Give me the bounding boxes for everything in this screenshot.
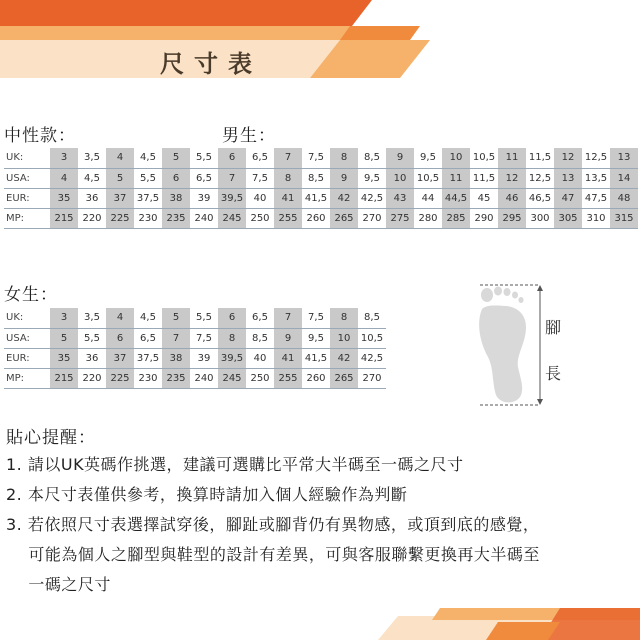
foot-label-top: 腳: [545, 318, 562, 337]
men-cell: 225: [106, 208, 134, 228]
men-cell: 8,5: [302, 168, 330, 188]
men-cell: 9: [386, 148, 414, 168]
men-cell: 48: [610, 188, 638, 208]
women-cell: 5,5: [190, 308, 218, 328]
women-row-mp: [4, 368, 386, 388]
women-cell: 8,5: [358, 308, 386, 328]
men-cell: 10: [442, 148, 470, 168]
men-cell: 12: [554, 148, 582, 168]
men-cell: 4,5: [134, 148, 162, 168]
men-cell: 46,5: [526, 188, 554, 208]
women-cell: 8: [330, 308, 358, 328]
men-cell: 255: [274, 208, 302, 228]
men-cell: 295: [498, 208, 526, 228]
women-cell: 5,5: [78, 328, 106, 348]
men-cell: 240: [190, 208, 218, 228]
men-cell: 6: [162, 168, 190, 188]
women-cell: 7,5: [302, 308, 330, 328]
men-cell: 10,5: [470, 148, 498, 168]
note-2: 2. 本尺寸表僅供參考，換算時請加入個人經驗作為判斷: [6, 485, 408, 504]
women-row-label: USA:: [4, 328, 50, 348]
women-row-label: EUR:: [4, 348, 50, 368]
men-cell: 37: [106, 188, 134, 208]
men-cell: 6,5: [246, 148, 274, 168]
men-cell: 10,5: [414, 168, 442, 188]
men-cell: 300: [526, 208, 554, 228]
men-cell: 37,5: [134, 188, 162, 208]
men-cell: 44,5: [442, 188, 470, 208]
men-cell: 275: [386, 208, 414, 228]
women-cell: 40: [246, 348, 274, 368]
men-cell: 7,5: [302, 148, 330, 168]
note-1: 1. 請以UK英碼作挑選，建議可選購比平常大半碼至一碼之尺寸: [6, 455, 464, 474]
men-cell: 42,5: [358, 188, 386, 208]
women-cell: 6: [106, 328, 134, 348]
men-cell: 280: [414, 208, 442, 228]
women-cell: 39,5: [218, 348, 246, 368]
header-banner: [0, 0, 640, 80]
men-row-mp: [4, 208, 638, 228]
women-cell: 5: [50, 328, 78, 348]
women-cell: 215: [50, 368, 78, 388]
men-cell: 5,5: [190, 148, 218, 168]
women-cell: 6: [218, 308, 246, 328]
men-row-label: USA:: [4, 168, 50, 188]
men-label: 男生：: [222, 126, 276, 146]
women-cell: 38: [162, 348, 190, 368]
women-label: 女生：: [4, 285, 58, 305]
men-cell: 290: [470, 208, 498, 228]
women-row-usa: [4, 328, 386, 348]
men-cell: 7: [218, 168, 246, 188]
men-cell: 5,5: [134, 168, 162, 188]
women-cell: 8,5: [246, 328, 274, 348]
men-cell: 40: [246, 188, 274, 208]
men-cell: 44: [414, 188, 442, 208]
women-size-table: [4, 308, 386, 389]
men-cell: 42: [330, 188, 358, 208]
women-row-uk: [4, 308, 386, 328]
women-cell: 6,5: [134, 328, 162, 348]
page-title: 尺寸表: [160, 50, 262, 78]
men-cell: 215: [50, 208, 78, 228]
men-row-uk: [4, 148, 638, 168]
note-3-cont-1: 可能為個人之腳型與鞋型的設計有差異，可與客服聯繫更換再大半碼至: [6, 545, 540, 564]
women-cell: 9: [274, 328, 302, 348]
women-cell: 235: [162, 368, 190, 388]
men-row-label: EUR:: [4, 188, 50, 208]
note-3: 3. 若依照尺寸表選擇試穿後，腳趾或腳背仍有異物感，或頂到底的感覺，: [6, 515, 540, 534]
men-cell: 12: [498, 168, 526, 188]
men-cell: 4: [50, 168, 78, 188]
men-cell: 47,5: [582, 188, 610, 208]
women-row-label: MP:: [4, 368, 50, 388]
men-cell: 13,5: [582, 168, 610, 188]
men-cell: 4,5: [78, 168, 106, 188]
men-cell: 3,5: [78, 148, 106, 168]
men-cell: 38: [162, 188, 190, 208]
men-cell: 39,5: [218, 188, 246, 208]
men-cell: 13: [554, 168, 582, 188]
women-cell: 4: [106, 308, 134, 328]
women-cell: 255: [274, 368, 302, 388]
men-cell: 41,5: [302, 188, 330, 208]
women-cell: 7: [274, 308, 302, 328]
men-cell: 11: [498, 148, 526, 168]
men-row-eur: [4, 188, 638, 208]
women-cell: 37,5: [134, 348, 162, 368]
men-cell: 250: [246, 208, 274, 228]
women-cell: 9,5: [302, 328, 330, 348]
women-cell: 240: [190, 368, 218, 388]
men-cell: 12,5: [582, 148, 610, 168]
women-cell: 225: [106, 368, 134, 388]
women-cell: 10,5: [358, 328, 386, 348]
men-cell: 8: [330, 148, 358, 168]
women-cell: 7: [162, 328, 190, 348]
women-cell: 42: [330, 348, 358, 368]
women-cell: 265: [330, 368, 358, 388]
women-cell: 42,5: [358, 348, 386, 368]
women-cell: 37: [106, 348, 134, 368]
men-cell: 7,5: [246, 168, 274, 188]
men-cell: 13: [610, 148, 638, 168]
women-cell: 35: [50, 348, 78, 368]
men-cell: 11,5: [470, 168, 498, 188]
women-cell: 6,5: [246, 308, 274, 328]
footer-band: [0, 608, 640, 640]
men-cell: 8,5: [358, 148, 386, 168]
men-cell: 8: [274, 168, 302, 188]
men-cell: 47: [554, 188, 582, 208]
women-cell: 41: [274, 348, 302, 368]
note-3-cont-2: 一碼之尺寸: [6, 575, 111, 594]
men-cell: 36: [78, 188, 106, 208]
men-cell: 310: [582, 208, 610, 228]
foot-length-icon: [474, 283, 574, 408]
men-cell: 285: [442, 208, 470, 228]
women-cell: 250: [246, 368, 274, 388]
men-cell: 9: [330, 168, 358, 188]
men-cell: 270: [358, 208, 386, 228]
men-cell: 6: [218, 148, 246, 168]
women-row-eur: [4, 348, 386, 368]
women-cell: 4,5: [134, 308, 162, 328]
men-cell: 315: [610, 208, 638, 228]
men-row-label: MP:: [4, 208, 50, 228]
notes-title: 貼心提醒：: [6, 428, 96, 448]
women-cell: 7,5: [190, 328, 218, 348]
men-size-table: [4, 148, 638, 229]
men-cell: 7: [274, 148, 302, 168]
women-cell: 10: [330, 328, 358, 348]
women-cell: 41,5: [302, 348, 330, 368]
men-cell: 14: [610, 168, 638, 188]
women-cell: 230: [134, 368, 162, 388]
women-cell: 220: [78, 368, 106, 388]
men-row-usa: [4, 168, 638, 188]
men-cell: 245: [218, 208, 246, 228]
women-cell: 260: [302, 368, 330, 388]
women-cell: 39: [190, 348, 218, 368]
men-cell: 10: [386, 168, 414, 188]
men-cell: 230: [134, 208, 162, 228]
men-cell: 5: [162, 148, 190, 168]
men-cell: 260: [302, 208, 330, 228]
women-cell: 245: [218, 368, 246, 388]
men-cell: 4: [106, 148, 134, 168]
men-cell: 6,5: [190, 168, 218, 188]
men-cell: 265: [330, 208, 358, 228]
women-cell: 3,5: [78, 308, 106, 328]
men-row-label: UK:: [4, 148, 50, 168]
men-cell: 5: [106, 168, 134, 188]
men-cell: 305: [554, 208, 582, 228]
men-cell: 39: [190, 188, 218, 208]
women-cell: 8: [218, 328, 246, 348]
men-cell: 46: [498, 188, 526, 208]
women-cell: 36: [78, 348, 106, 368]
unisex-label: 中性款：: [4, 126, 76, 146]
men-cell: 235: [162, 208, 190, 228]
men-cell: 220: [78, 208, 106, 228]
men-cell: 41: [274, 188, 302, 208]
men-cell: 43: [386, 188, 414, 208]
women-cell: 3: [50, 308, 78, 328]
men-cell: 12,5: [526, 168, 554, 188]
men-cell: 9,5: [414, 148, 442, 168]
women-cell: 5: [162, 308, 190, 328]
men-cell: 11: [442, 168, 470, 188]
men-cell: 9,5: [358, 168, 386, 188]
men-cell: 45: [470, 188, 498, 208]
men-cell: 35: [50, 188, 78, 208]
men-cell: 11,5: [526, 148, 554, 168]
foot-label-bottom: 長: [545, 364, 562, 383]
women-cell: 270: [358, 368, 386, 388]
men-cell: 3: [50, 148, 78, 168]
women-row-label: UK:: [4, 308, 50, 328]
